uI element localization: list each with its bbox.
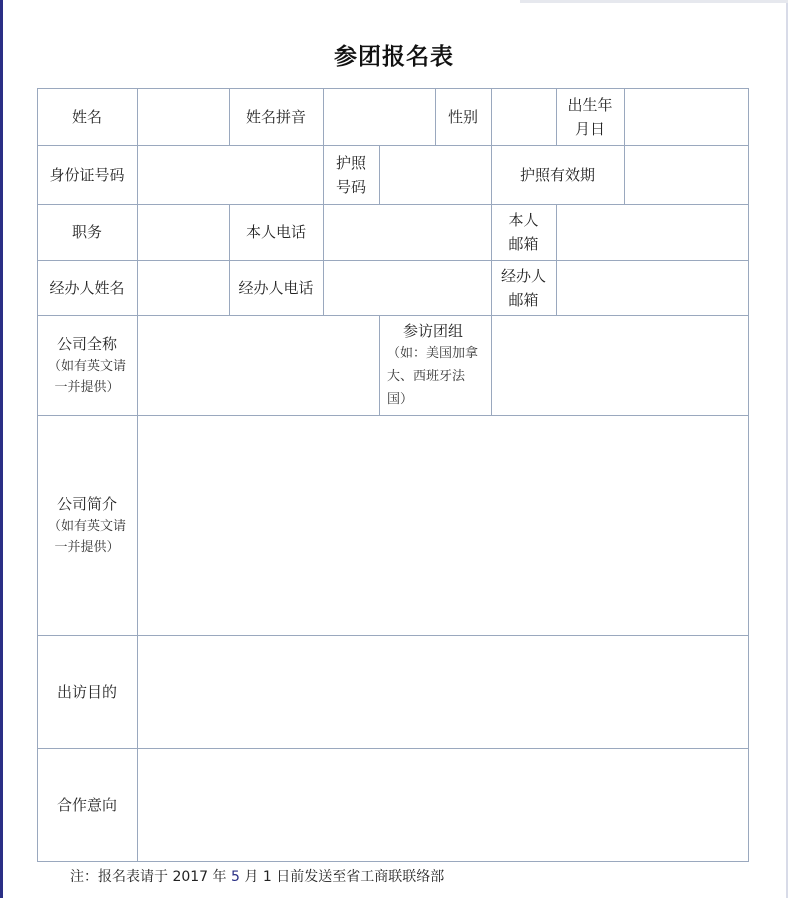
note-month-unit: 月 [239, 869, 263, 885]
company-intro-field[interactable] [139, 417, 746, 633]
table-line [491, 315, 492, 415]
label-handler-email [491, 260, 556, 315]
form-title: 参团报名表 [334, 44, 454, 70]
label-handler-email-line1: 经办人 [500, 266, 546, 285]
table-line [37, 861, 749, 862]
note-suffix: 日前发送至省工商联联络部 [271, 869, 445, 885]
note-month: 5 [231, 869, 240, 885]
label-company-name-main: 公司全称 [56, 335, 117, 353]
table-line [37, 145, 749, 146]
table-line [491, 88, 492, 145]
label-company-name-note-line1: （如有英文请 [47, 359, 126, 374]
table-line [37, 260, 749, 261]
label-visit-purpose: 出访目的 [56, 682, 117, 701]
table-line [37, 415, 749, 416]
label-own-email-line1: 本人 [508, 211, 539, 229]
label-passport-number-line2: 号码 [335, 177, 366, 196]
label-birth-date-line2: 月日 [574, 119, 605, 138]
label-handler-phone: 经办人电话 [238, 278, 314, 297]
scan-edge-left [0, 0, 3, 898]
note-year: 2017 [172, 869, 209, 885]
label-company-name [37, 315, 137, 415]
passport-number-field[interactable] [381, 147, 489, 202]
label-company-intro [37, 415, 137, 635]
label-group [379, 315, 491, 415]
label-handler-email-line2: 邮箱 [508, 290, 539, 309]
label-id-number: 身份证号码 [49, 165, 125, 184]
label-passport-number [323, 145, 379, 204]
note-year-unit: 年 [208, 869, 231, 885]
label-gender: 性别 [447, 107, 478, 126]
label-passport-number-line1: 护照 [335, 153, 366, 172]
id-number-field[interactable] [139, 147, 321, 202]
label-company-intro-note-line2: 一并提供） [54, 540, 120, 555]
table-line [556, 204, 557, 315]
note-day: 1 [262, 869, 272, 885]
table-line [624, 145, 625, 204]
label-group-note-line3: 国） [387, 391, 414, 407]
label-cooperation-intent: 合作意向 [56, 795, 117, 814]
handler-phone-field[interactable] [325, 262, 489, 313]
label-group-main: 参访团组 [403, 321, 464, 340]
label-own-email-line2: 邮箱 [508, 235, 539, 253]
gender-field[interactable] [493, 90, 554, 143]
label-birth-date-line1: 出生年 [567, 95, 613, 114]
table-line [137, 88, 138, 862]
table-line [323, 88, 324, 145]
scan-edge-top [520, 0, 788, 3]
label-group-note-line2: 大、西班牙法 [387, 368, 466, 384]
cooperation-intent-field[interactable] [139, 750, 746, 859]
label-position: 职务 [71, 223, 102, 241]
label-birth-date [556, 88, 624, 145]
label-company-name-note-line2: 一并提供） [54, 380, 120, 395]
table-line [37, 88, 749, 89]
visit-purpose-field[interactable] [139, 637, 746, 746]
table-line [379, 145, 380, 204]
table-line [37, 204, 749, 205]
table-line [323, 204, 324, 315]
label-own-email [491, 204, 556, 260]
label-passport-validity: 护照有效期 [519, 165, 595, 184]
label-name-pinyin: 姓名拼音 [245, 107, 306, 126]
label-handler-name: 经办人姓名 [49, 278, 125, 297]
registration-table [37, 88, 749, 862]
handler-email-field[interactable] [558, 262, 746, 313]
group-field[interactable] [493, 317, 746, 413]
company-name-field[interactable] [139, 317, 377, 413]
passport-validity-field[interactable] [626, 147, 746, 202]
label-own-phone: 本人电话 [245, 223, 306, 241]
table-line [37, 748, 749, 749]
deadline-note [70, 866, 444, 886]
table-line [624, 88, 625, 145]
own-email-field[interactable] [558, 206, 746, 258]
position-field[interactable] [139, 206, 227, 258]
name-field[interactable] [139, 90, 227, 143]
note-prefix: 注：报名表请于 [70, 869, 173, 885]
birth-date-field[interactable] [626, 90, 746, 143]
table-line [748, 88, 749, 862]
name-pinyin-field[interactable] [325, 90, 433, 143]
label-group-note-line1: （如：美国加拿 [387, 345, 479, 361]
table-line [37, 635, 749, 636]
handler-name-field[interactable] [139, 262, 227, 313]
label-name: 姓名 [71, 107, 102, 126]
label-company-intro-note-line1: （如有英文请 [47, 519, 126, 534]
label-company-intro-main: 公司简介 [56, 495, 117, 513]
own-phone-field[interactable] [325, 206, 489, 258]
